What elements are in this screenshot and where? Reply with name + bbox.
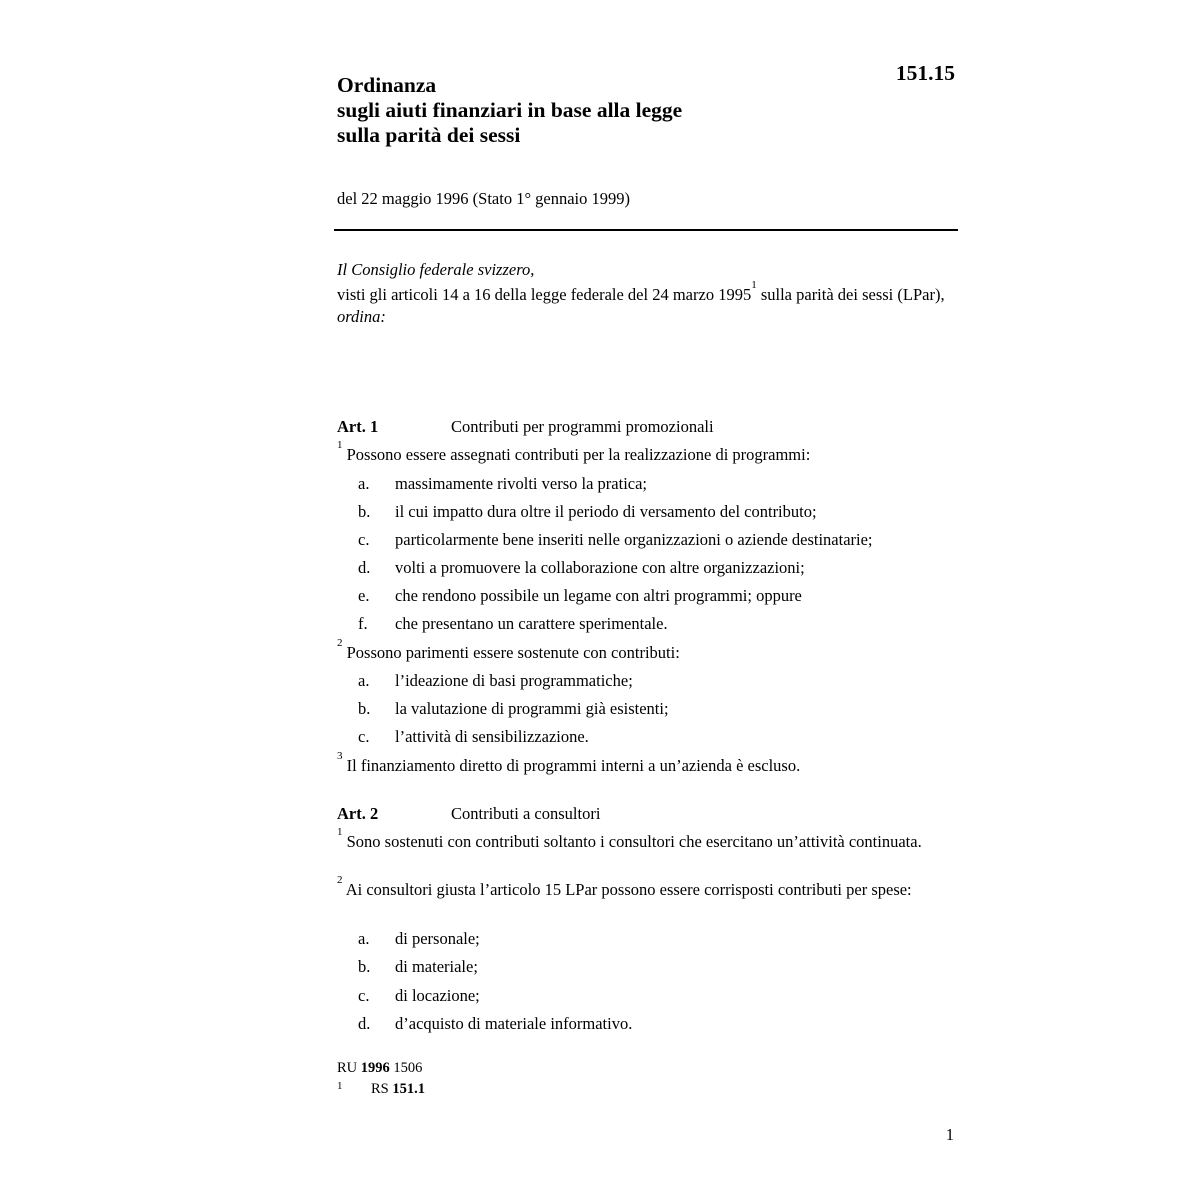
list-item-text: massimamente rivolti verso la pratica;: [395, 474, 648, 493]
list-item-letter: b.: [358, 699, 371, 718]
list-item-text: la valutazione di programmi già esistenti;: [395, 699, 669, 718]
list-item-letter: b.: [358, 957, 371, 976]
list-item-letter: d.: [358, 1014, 371, 1033]
official-collection-ref: [337, 1058, 422, 1078]
list-item-letter: c.: [358, 986, 370, 1005]
article-1-title: Contributi per programmi promozionali: [451, 417, 714, 436]
paragraph-text: Sono sostenuti con contributi soltanto i consultori che esercitano un’attività continuata.: [342, 832, 922, 851]
list-item-text: particolarmente bene inseriti nelle organizzazioni o aziende destinatarie;: [395, 530, 873, 549]
list-item-text: l’attività di sensibilizzazione.: [395, 727, 589, 746]
paragraph-text: Ai consultori giusta l’articolo 15 LPar possono essere corrisposti contributi per spese:: [342, 880, 912, 899]
list-item-text: che presentano un carattere sperimentale.: [395, 614, 668, 633]
list-item-text: d’acquisto di materiale informativo.: [395, 1014, 633, 1033]
page-number: 1: [945, 1125, 954, 1144]
paragraph-text: Possono essere assegnati contributi per la realizzazione di programmi:: [342, 445, 811, 464]
article-1-heading: [337, 416, 714, 438]
article-2-title: Contributi a consultori: [451, 804, 601, 823]
list-item-text: che rendono possibile un legame con altri programmi; oppure: [395, 586, 802, 605]
article-2-heading: [337, 803, 600, 825]
footnote-1-mark: 1: [337, 1080, 343, 1092]
ru-year: 1996: [360, 1060, 390, 1076]
preamble-authority: Il Consiglio federale svizzero,: [337, 260, 535, 279]
list-item-letter: a.: [358, 474, 370, 493]
paragraph-number: 3: [337, 750, 343, 762]
paragraph-number: 1: [337, 439, 343, 451]
list-item-letter: c.: [358, 530, 370, 549]
preamble-ordina: ordina:: [337, 307, 386, 326]
list-item-text: di materiale;: [395, 957, 478, 976]
preamble-visti: [337, 279, 955, 305]
list-item-text: di personale;: [395, 929, 480, 948]
footnote-1-text: [371, 1079, 425, 1099]
list-item-letter: a.: [358, 671, 370, 690]
document-date: del 22 maggio 1996 (Stato 1° gennaio 1999): [337, 189, 631, 208]
list-item-letter: c.: [358, 727, 370, 746]
list-item-letter: e.: [358, 586, 370, 605]
list-item-letter: d.: [358, 558, 371, 577]
footnote-1-ref: 151.1: [392, 1081, 425, 1097]
ru-page: 1506: [389, 1060, 423, 1076]
article-1-paragraph-1: [337, 439, 955, 465]
paragraph-number: 1: [337, 826, 343, 838]
list-item-text: volti a promuovere la collaborazione con altre organizzazioni;: [395, 558, 805, 577]
header-divider: [334, 229, 958, 231]
article-1-paragraph-2: [337, 637, 955, 663]
document-title: [337, 73, 682, 148]
preamble-visti-text: visti gli articoli 14 a 16 della legge federale del 24 marzo 1995: [337, 285, 752, 304]
title-line-3: sulla parità dei sessi: [337, 123, 521, 147]
paragraph-text: Il finanziamento diretto di programmi interni a un’azienda è escluso.: [342, 756, 801, 775]
list-item-letter: b.: [358, 502, 371, 521]
paragraph-number: 2: [337, 874, 343, 886]
article-1-number: Art. 1: [337, 417, 379, 436]
preamble: [337, 259, 955, 328]
list-item-text: di locazione;: [395, 986, 480, 1005]
list-item-letter: a.: [358, 929, 370, 948]
ru-prefix: RU: [337, 1060, 361, 1076]
footnote-ref-1: 1: [751, 279, 757, 291]
preamble-visti-text-end: sulla parità dei sessi (LPar),: [756, 285, 945, 304]
list-item-letter: f.: [358, 614, 368, 633]
list-item-text: l’ideazione di basi programmatiche;: [395, 671, 633, 690]
article-2-paragraph-1: [337, 826, 955, 852]
systematic-number: 151.15: [895, 61, 955, 85]
article-1-paragraph-3: [337, 750, 955, 776]
title-line-1: Ordinanza: [337, 73, 437, 97]
article-2-number: Art. 2: [337, 804, 379, 823]
list-item-text: il cui impatto dura oltre il periodo di versamento del contributo;: [395, 502, 817, 521]
footnote-1-prefix: RS: [371, 1081, 393, 1097]
article-2-paragraph-2: [337, 874, 955, 900]
paragraph-number: 2: [337, 637, 343, 649]
title-line-2: sugli aiuti finanziari in base alla legge: [337, 98, 683, 122]
paragraph-text: Possono parimenti essere sostenute con contributi:: [342, 643, 680, 662]
